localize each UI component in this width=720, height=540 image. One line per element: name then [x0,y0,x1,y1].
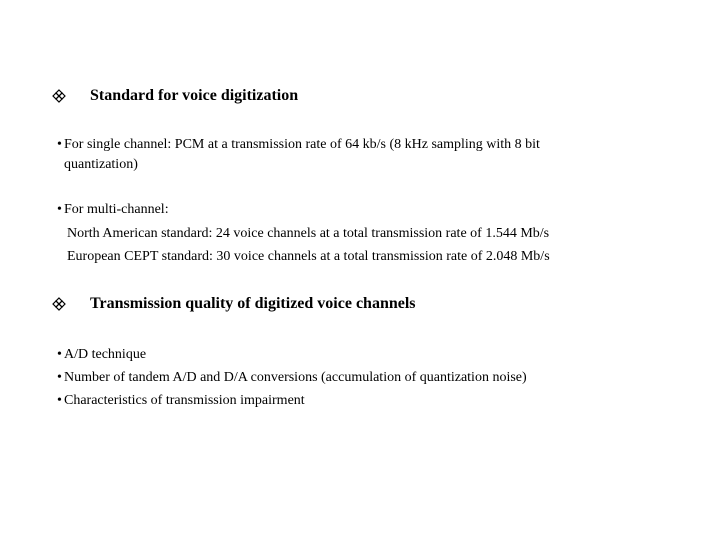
list-bullet: • [57,202,62,217]
list-subitem-european-cept: European CEPT standard: 30 voice channels at a total transmission rate of 2.048 Mb/s [67,249,550,264]
list-subitem-north-american: North American standard: 24 voice channels at a total transmission rate of 1.544 Mb/s [67,226,550,241]
list-bullet: • [57,347,62,362]
section-heading-voice-digitization: Standard for voice digitization [90,87,299,104]
list-item-single-channel: For single channel: PCM at a transmission rate of 64 kb/s (8 kHz sampling with 8 bit [64,137,540,152]
list-bullet: • [57,370,62,385]
list-item-transmission-impairment: Characteristics of transmission impairment [64,393,305,408]
list-item-single-channel-continuation: quantization) [64,157,138,172]
list-bullet: • [57,137,62,152]
section-heading-transmission-quality: Transmission quality of digitized voice channels [90,295,416,312]
list-bullet: • [57,393,62,408]
list-item-tandem-conversions: Number of tandem A/D and D/A conversions (accumulation of quantization noise) [64,370,527,385]
list-item-ad-technique: A/D technique [64,347,147,362]
diamond-bullet-icon [52,297,66,311]
list-item-multi-channel: For multi-channel: [64,202,169,217]
diamond-bullet-icon [52,89,66,103]
